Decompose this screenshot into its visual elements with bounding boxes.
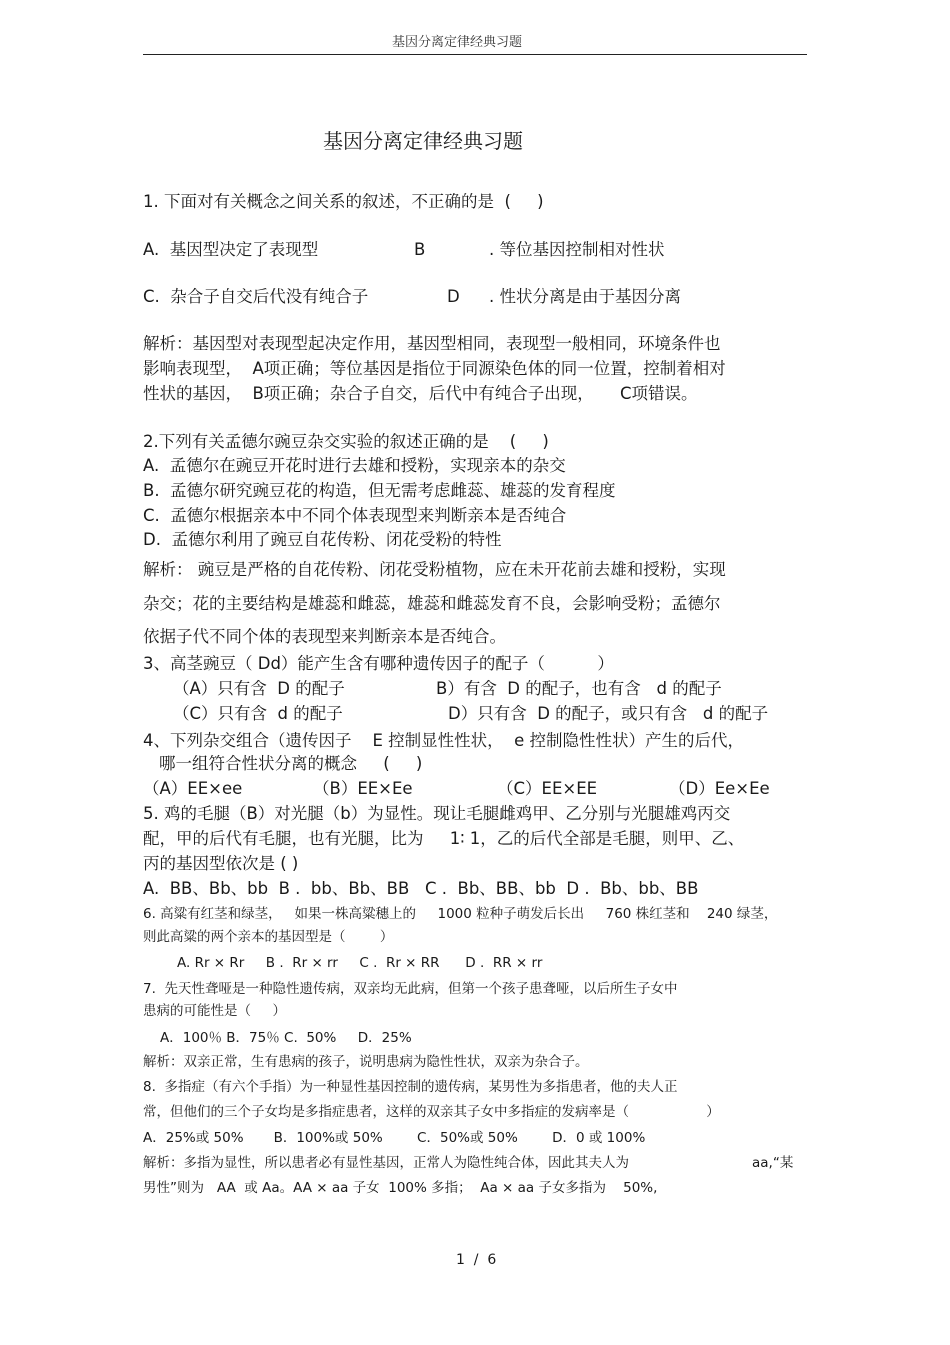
q5-options: A. BB、Bb、bb B . bb、Bb、BB C . Bb、BB、bb D . Bb、bb、BB <box>143 879 699 898</box>
running-header: 基因分离定律经典习题 <box>392 35 523 50</box>
q1-option-d-letter: D <box>447 287 460 306</box>
q1-option-a: A. 基因型决定了表现型 <box>143 240 319 259</box>
q6-stem-line1: 6. 高粱有红茎和绿茎， 如果一株高粱穗上的 1000 粒种子萌发后长出 760 株红茎和 240 绿茎， <box>143 906 778 922</box>
q2-stem: 2.下列有关孟德尔豌豆杂交实验的叙述正确的是 ( ) <box>143 432 549 451</box>
page-number: 1 / 6 <box>456 1252 497 1268</box>
q2-option-b: B. 孟德尔研究豌豆花的构造，但无需考虑雌蕊、雄蕊的发育程度 <box>143 481 616 500</box>
q4-stem-line1: 4、下列杂交组合（遗传因子 E 控制显性性状， e 控制隐性性状）产生的后代， <box>143 731 745 750</box>
q7-options: A．100％ B．75％ C. 50% D．25% <box>160 1030 412 1046</box>
q4-option-d: （D）Ee×Ee <box>669 779 770 798</box>
q2-option-a: A. 孟德尔在豌豆开花时进行去雄和授粉，实现亲本的杂交 <box>143 456 566 475</box>
q8-stem-line2: 常，但他们的三个子女均是多指症患者，这样的双亲其子女中多指症的发病率是（ ） <box>143 1104 720 1120</box>
q7-stem-line2: 患病的可能性是（ ） <box>143 1003 286 1019</box>
q1-option-b-letter: B <box>414 240 426 259</box>
q3-stem: 3、高茎豌豆（ Dd）能产生含有哪种遗传因子的配子（ ） <box>143 654 614 673</box>
q4-option-a: （A）EE×ee <box>143 779 243 798</box>
q4-option-b: （B）EE×Ee <box>313 779 413 798</box>
q7-stem-line1: 7. 先天性聋哑是一种隐性遗传病，双亲均无此病，但第一个孩子患聋哑，以后所生子女中 <box>143 981 678 997</box>
q3-option-c: （C）只有含 d 的配子 <box>173 704 343 723</box>
q8-stem-line1: 8. 多指症（有六个手指）为一种显性基因控制的遗传病，某男性为多指患者，他的夫人正 <box>143 1079 678 1095</box>
q4-option-c: （C）EE×EE <box>497 779 598 798</box>
q1-explanation-line2: 影响表现型， A项正确；等位基因是指位于同源染色体的同一位置，控制着相对 <box>143 359 726 378</box>
q2-option-d: D. 孟德尔利用了豌豆自花传粉、闭花受粉的特性 <box>143 530 502 549</box>
q1-option-c: C. 杂合子自交后代没有纯合子 <box>143 287 369 306</box>
q8-explanation-line2: 男性”则为 AA 或 Aa。AA × aa 子女 100% 多指； Aa × aa 子女多指为 50%, <box>143 1180 658 1196</box>
q1-option-b: . 等位基因控制相对性状 <box>489 240 665 259</box>
q5-stem-line1: 5. 鸡的毛腿（B）对光腿（b）为显性。现让毛腿雌鸡甲、乙分别与光腿雄鸡丙交 <box>143 804 731 823</box>
q5-stem-line2: 配，甲的后代有毛腿，也有光腿，比为 1∶ 1，乙的后代全部是毛腿，则甲、乙、 <box>143 829 745 848</box>
q6-stem-line2: 则此高粱的两个亲本的基因型是（ ） <box>143 929 394 945</box>
q2-explanation-line1: 解析： 豌豆是严格的自花传粉、闭花受粉植物，应在未开花前去雄和授粉，实现 <box>143 560 726 579</box>
q1-explanation-line1: 解析：基因型对表现型起决定作用，基因型相同，表现型一般相同，环境条件也 <box>143 334 721 353</box>
page-title: 基因分离定律经典习题 <box>323 129 523 153</box>
q7-explanation: 解析：双亲正常，生有患病的孩子，说明患病为隐性性状，双亲为杂合子。 <box>143 1054 589 1070</box>
q3-option-d: D）只有含 D 的配子，或只有含 d 的配子 <box>448 704 769 723</box>
q2-explanation-line2: 杂交；花的主要结构是雄蕊和雌蕊，雄蕊和雌蕊发育不良，会影响受粉；孟德尔 <box>143 594 721 613</box>
q1-option-d: . 性状分离是由于基因分离 <box>489 287 681 306</box>
q2-explanation-line3: 依据子代不同个体的表现型来判断亲本是否纯合。 <box>143 627 506 646</box>
q4-stem-line2: 哪一组符合性状分离的概念 ( ) <box>159 754 423 773</box>
header-rule <box>143 54 807 55</box>
q8-explanation-line1: 解析：多指为显性，所以患者必有显性基因，正常人为隐性纯合体，因此其夫人为 <box>143 1155 629 1171</box>
q8-options: A．25%或 50% B．100%或 50% C．50%或 50% D．0 或 100% <box>143 1130 646 1146</box>
q3-option-a: （A）只有含 D 的配子 <box>173 679 345 698</box>
q2-option-c: C. 孟德尔根据亲本中不同个体表现型来判断亲本是否纯合 <box>143 506 567 525</box>
q1-stem: 1. 下面对有关概念之间关系的叙述，不正确的是 ( ) <box>143 192 544 211</box>
q8-explanation-line1-end: aa,“某 <box>752 1155 794 1171</box>
q1-explanation-line3: 性状的基因， B项正确；杂合子自交，后代中有纯合子出现， C项错误。 <box>143 384 698 403</box>
q6-options: A. Rr × Rr B . Rr × rr C . Rr × RR D . RR × rr <box>177 955 543 971</box>
q5-stem-line3: 丙的基因型依次是 ( ) <box>143 854 299 873</box>
q3-option-b: B）有含 D 的配子，也有含 d 的配子 <box>436 679 722 698</box>
